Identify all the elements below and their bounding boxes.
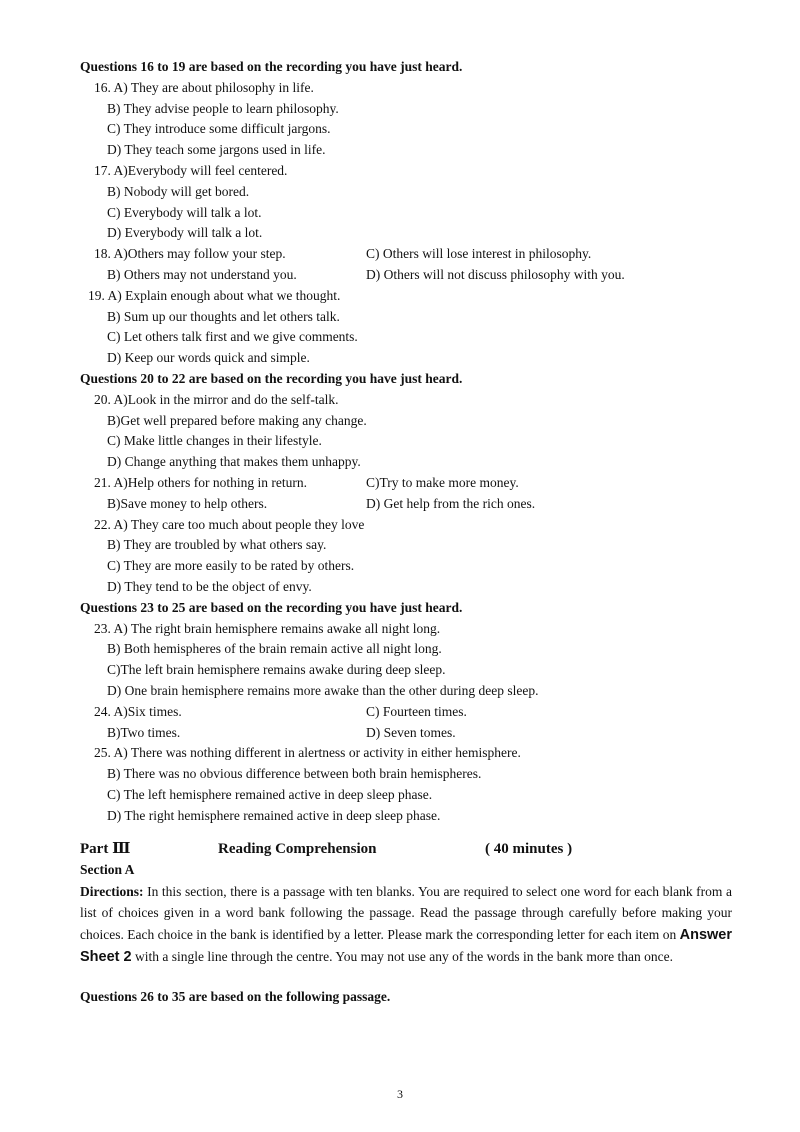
directions-label: Directions: xyxy=(80,884,144,900)
q23-option-c: C)The left brain hemisphere remains awake during deep sleep. xyxy=(107,662,446,678)
q18-row-1 xyxy=(80,244,732,265)
q16-option-a: 16. A) They are about philosophy in life. xyxy=(94,79,314,95)
q17-option-a: 17. A)Everybody will feel centered. xyxy=(94,162,288,178)
group-heading-23-25: Questions 23 to 25 are based on the recording you have just heard. xyxy=(80,599,463,615)
q21-option-b: B)Save money to help others. xyxy=(107,495,268,511)
q19-option-a: 19. A) Explain enough about what we thought. xyxy=(88,287,341,303)
q23-option-a: 23. A) The right brain hemisphere remains awake all night long. xyxy=(94,620,441,636)
answer-sheet-label: Answer Sheet 2 xyxy=(80,926,732,965)
q16-option-c: C) They introduce some difficult jargons. xyxy=(107,121,331,137)
q23-option-b: B) Both hemispheres of the brain remain active all night long. xyxy=(107,641,442,657)
q16-option-b: B) They advise people to learn philosophy. xyxy=(107,100,339,116)
q17-option-d: D) Everybody will talk a lot. xyxy=(107,225,263,241)
q24-option-c: C) Fourteen times. xyxy=(366,703,467,719)
group-heading-16-19: Questions 16 to 19 are based on the recording you have just heard. xyxy=(80,59,463,74)
q24-option-b: B)Two times. xyxy=(107,724,181,740)
q25-option-c: C) The left hemisphere remained active in deep sleep phase. xyxy=(107,786,433,802)
q18-option-b: B) Others may not understand you. xyxy=(107,266,297,282)
q16-option-d: D) They teach some jargons used in life. xyxy=(107,142,326,158)
q25-option-d: D) The right hemisphere remained active in deep sleep phase. xyxy=(107,807,441,823)
q24-row-2 xyxy=(80,723,732,744)
part-3-header xyxy=(80,838,732,860)
q19-option-c: C) Let others talk first and we give comments. xyxy=(107,329,358,345)
q25-option-b: B) There was no obvious difference between both brain hemispheres. xyxy=(107,766,482,782)
group-heading-20-22: Questions 20 to 22 are based on the recording you have just heard. xyxy=(80,370,463,386)
part-title: Reading Comprehension xyxy=(218,841,377,858)
q21-row-2 xyxy=(80,494,732,515)
q23-option-d: D) One brain hemisphere remains more awake than the other during deep sleep. xyxy=(107,682,539,698)
q18-option-d: D) Others will not discuss philosophy with you. xyxy=(366,266,625,282)
directions-paragraph xyxy=(80,881,732,968)
directions-text-2: with a single line through the centre. You may not use any of the words in the bank more than once. xyxy=(131,948,673,964)
q22-option-a: 22. A) They care too much about people they love xyxy=(94,516,365,532)
part-label: Part Ⅲ xyxy=(80,841,131,858)
q24-row-1 xyxy=(80,702,732,723)
q21-option-d: D) Get help from the rich ones. xyxy=(366,495,536,511)
q21-row-1 xyxy=(80,473,732,494)
q17-option-b: B) Nobody will get bored. xyxy=(107,183,250,199)
q20-option-a: 20. A)Look in the mirror and do the self-talk. xyxy=(94,391,339,407)
q18-row-2 xyxy=(80,265,732,286)
q21-option-c: C)Try to make more money. xyxy=(366,474,519,490)
page-content xyxy=(80,57,732,1008)
q22-option-c: C) They are more easily to be rated by others. xyxy=(107,558,355,574)
q24-option-d: D) Seven tomes. xyxy=(366,724,456,740)
directions-text-1: In this section, there is a passage with ten blanks. You are required to select one word for each blank from a list of choices given in a word bank following the passage. Read the passage through carefully before making your choices. Each choice in the bank is identified by a letter. Please mark the corresponding letter for each item on xyxy=(80,884,732,942)
q21-option-a: 21. A)Help others for nothing in return. xyxy=(94,474,307,490)
q22-option-b: B) They are troubled by what others say. xyxy=(107,537,327,553)
q25-option-a: 25. A) There was nothing different in alertness or activity in either hemisphere. xyxy=(94,745,521,761)
q20-option-c: C) Make little changes in their lifestyle. xyxy=(107,433,322,449)
q18-option-c: C) Others will lose interest in philosophy. xyxy=(366,246,592,262)
section-label: Section A xyxy=(80,862,135,878)
passage-heading: Questions 26 to 35 are based on the following passage. xyxy=(80,989,391,1005)
part-time-limit: ( 40 minutes ) xyxy=(485,841,573,858)
q19-option-d: D) Keep our words quick and simple. xyxy=(107,350,310,366)
q19-option-b: B) Sum up our thoughts and let others talk. xyxy=(107,308,340,324)
q22-option-d: D) They tend to be the object of envy. xyxy=(107,578,312,594)
q24-option-a: 24. A)Six times. xyxy=(94,703,182,719)
q20-option-d: D) Change anything that makes them unhappy. xyxy=(107,454,361,470)
q17-option-c: C) Everybody will talk a lot. xyxy=(107,204,262,220)
q20-option-b: B)Get well prepared before making any change. xyxy=(107,412,367,428)
page-number: 3 xyxy=(397,1087,403,1101)
q18-option-a: 18. A)Others may follow your step. xyxy=(94,246,286,262)
